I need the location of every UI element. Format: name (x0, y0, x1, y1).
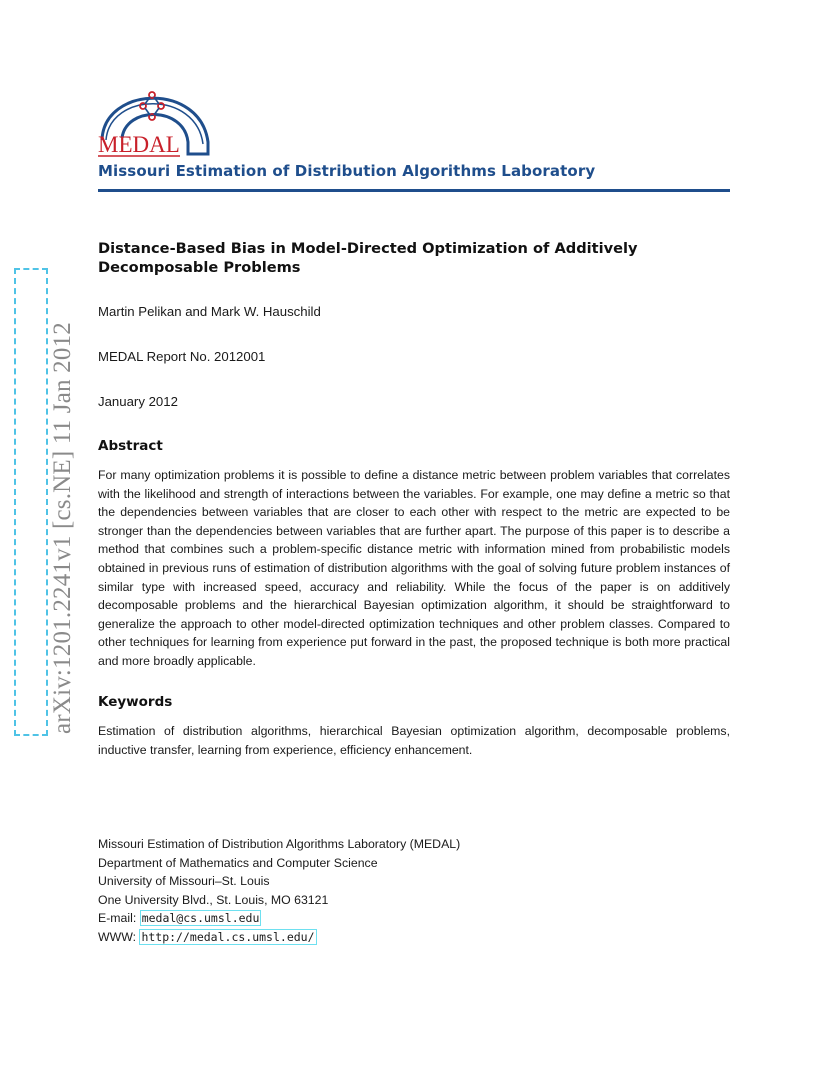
lab-address (98, 835, 460, 947)
email-link[interactable]: medal@cs.umsl.edu (141, 911, 260, 926)
header-rule (98, 189, 730, 192)
lab-name: Missouri Estimation of Distribution Algorithms Laboratory (98, 162, 596, 180)
keywords-heading: Keywords (98, 694, 173, 710)
address-line: Missouri Estimation of Distribution Algorithms Laboratory (MEDAL) (98, 837, 461, 851)
website-link[interactable]: http://medal.cs.umsl.edu/ (141, 929, 315, 944)
email-line (98, 909, 460, 928)
address-line: University of Missouri–St. Louis (98, 874, 270, 889)
keywords-text: Estimation of distribution algorithms, hierarchical Bayesian optimization algorithm, decomposable problems, inductive transfer, learning from experience, efficiency enhancement. (98, 724, 730, 757)
abstract-heading: Abstract (98, 438, 163, 454)
address-line: One University Blvd., St. Louis, MO 63121 (98, 892, 329, 907)
arxiv-stamp-border (14, 268, 48, 736)
report-date: January 2012 (98, 394, 178, 409)
arxiv-identifier: arXiv:1201.2241v1 [cs.NE] 11 Jan 2012 (49, 322, 76, 734)
address-line: Department of Mathematics and Computer Science (98, 855, 378, 870)
authors: Martin Pelikan and Mark W. Hauschild (98, 304, 321, 319)
medal-logo (96, 82, 220, 162)
www-label: WWW: (98, 929, 137, 944)
email-label: E-mail: (98, 911, 137, 926)
report-number: MEDAL Report No. 2012001 (98, 349, 266, 364)
logo-text: MEDAL (98, 132, 180, 157)
www-line (98, 928, 460, 947)
abstract-text: For many optimization problems it is possible to define a distance metric between problem variables that correlates with the likelihood and strength of interactions between the variables. For example, one may define a metric so that the dependencies between variables that are closer to each other with respect to the metric are expected to be stronger than the dependencies between variables that are further apart. The purpose of this paper is to describe a method that combines such a problem-specific distance metric with information mined from probabilistic models obtained in previous runs of estimation of distribution algorithms with the goal of solving future problem instances of similar type with increased speed, accuracy and reliability. While the focus of the paper is on additively decomposable problems and the hierarchical Bayesian optimization algorithm, it should be straightforward to generalize the approach to other model-directed optimization techniques and other problem classes. Compared to other techniques for learning from experience put forward in the past, the proposed technique is both more practical and more broadly applicable. (98, 468, 730, 668)
paper-title: Distance-Based Bias in Model-Directed Optimization of Additively Decomposable Problems (98, 240, 638, 276)
